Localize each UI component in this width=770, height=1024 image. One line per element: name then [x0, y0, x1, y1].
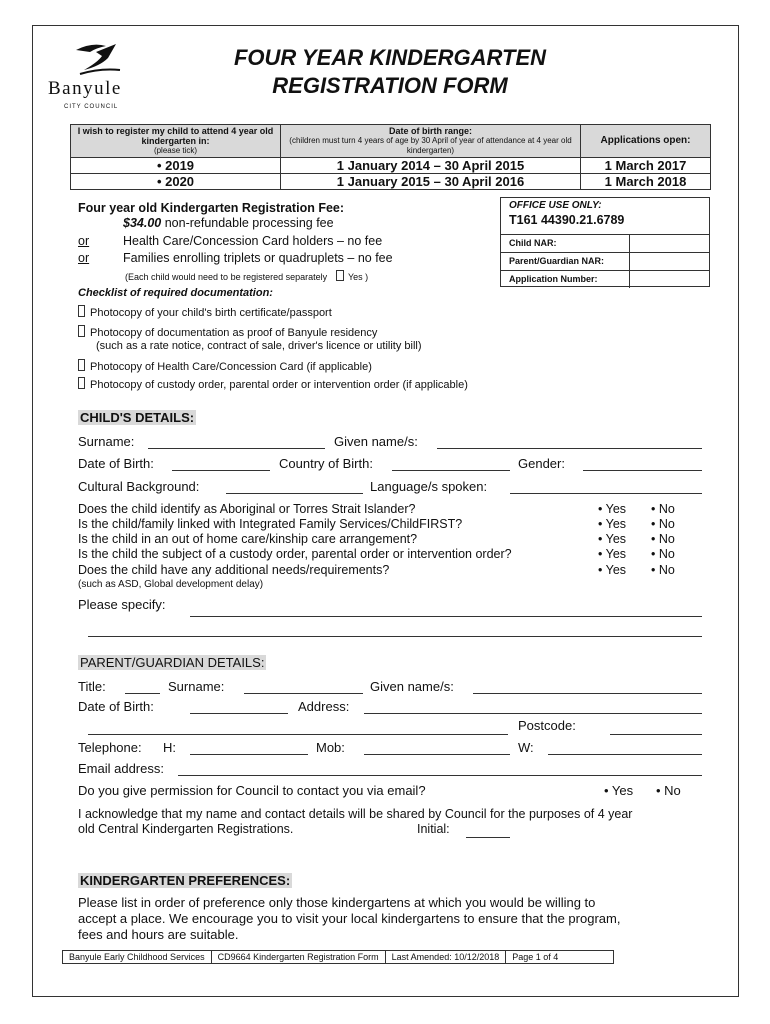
postcode-label: Postcode:: [518, 718, 576, 733]
gender-label: Gender:: [518, 456, 565, 471]
acknowledgement-line-1: I acknowledge that my name and contact details will be shared by Council for the purposes of 4 year: [78, 807, 633, 821]
surname-label: Surname:: [78, 434, 135, 449]
no-option[interactable]: • No: [651, 532, 675, 546]
checklist-item: Photocopy of Health Care/Concession Card (if applicable): [78, 359, 372, 373]
checkbox-icon[interactable]: [78, 305, 85, 317]
title-line-2: REGISTRATION FORM: [272, 73, 508, 98]
yes-option[interactable]: • Yes: [598, 517, 627, 531]
dob-label: Date of Birth:: [78, 456, 154, 471]
form-title: [170, 44, 610, 100]
parent-given-name-input[interactable]: [473, 693, 702, 694]
preferences-section-heading: KINDERGARTEN PREFERENCES:: [80, 873, 291, 888]
surname-label: Surname:: [168, 679, 225, 694]
no-option[interactable]: • No: [651, 517, 675, 531]
child-nar-row: Child NAR:: [501, 234, 709, 252]
language-label: Language/s spoken:: [370, 479, 488, 494]
child-question: Is the child/family linked with Integrated Family Services/ChildFIRST?: [78, 517, 463, 531]
fee-note: (Each child would need to be registered separately Yes ): [125, 272, 369, 282]
preferences-text-1: Please list in order of preference only those kindergartens at which you would be willing to: [78, 895, 596, 910]
specify-input-line-1[interactable]: [190, 616, 702, 617]
email-label: Email address:: [78, 761, 164, 776]
specify-input-line-2[interactable]: [88, 636, 702, 637]
child-given-name-input[interactable]: [437, 448, 702, 449]
acknowledgement-line-2: old Central Kindergarten Registrations.: [78, 822, 294, 836]
checklist-item: Photocopy of your child's birth certificate/passport: [78, 305, 332, 319]
child-surname-input[interactable]: [148, 448, 325, 449]
address-label: Address:: [298, 699, 350, 714]
checklist-item: Photocopy of documentation as proof of Banyule residency: [78, 325, 377, 339]
open-date-cell: 1 March 2018: [581, 174, 711, 190]
mobile-label: Mob:: [316, 740, 345, 755]
logo-name: Banyule: [48, 78, 122, 99]
dob-range-cell: 1 January 2015 – 30 April 2016: [281, 174, 581, 190]
parent-email-input[interactable]: [178, 775, 702, 776]
footer-department: Banyule Early Childhood Services: [63, 951, 212, 963]
preferences-text-3: fees and hours are suitable.: [78, 927, 239, 942]
specify-label: Please specify:: [78, 597, 166, 612]
no-option[interactable]: • No: [651, 563, 675, 577]
fee-amount: $34.00: [123, 216, 162, 230]
parent-dob-input[interactable]: [190, 713, 288, 714]
child-dob-input[interactable]: [172, 470, 270, 471]
or-label: or: [78, 234, 90, 248]
or-label: or: [78, 251, 90, 265]
checklist-heading: Checklist of required documentation:: [78, 287, 273, 299]
year-option-2020[interactable]: • 2020: [71, 174, 281, 190]
yes-option[interactable]: • Yes: [598, 563, 627, 577]
fee-amount-text: non-refundable processing fee: [164, 216, 334, 230]
parent-nar-row: Parent/Guardian NAR:: [501, 252, 709, 270]
office-use-box: [500, 197, 710, 287]
yes-option[interactable]: • Yes: [598, 547, 627, 561]
footer-amended-date: Last Amended: 10/12/2018: [386, 951, 507, 963]
no-option[interactable]: • No: [656, 783, 681, 798]
child-country-input[interactable]: [392, 470, 510, 471]
header-applications-open: Applications open:: [581, 125, 711, 158]
checklist-item-subtext: (such as a rate notice, contract of sale, driver's licence or utility bill): [96, 340, 422, 352]
checkbox-icon[interactable]: [78, 359, 85, 371]
page-footer: [62, 950, 614, 964]
header-dob-range: Date of birth range: (children must turn 4 years of age by 30 April of year of attendance at 4 year old kindergarten): [281, 125, 581, 158]
checkbox-icon[interactable]: [78, 377, 85, 389]
table-row: [71, 158, 711, 174]
checkbox-icon[interactable]: [78, 325, 85, 337]
dob-label: Date of Birth:: [78, 699, 154, 714]
table-row: [71, 174, 711, 190]
child-section-heading: CHILD'S DETAILS:: [80, 410, 195, 425]
fee-concession: Health Care/Concession Card holders – no fee: [123, 234, 383, 248]
fee-amount-line: [123, 216, 334, 230]
home-phone-label: H:: [163, 740, 176, 755]
title-label: Title:: [78, 679, 106, 694]
registration-table: [70, 124, 711, 190]
parent-work-phone-input[interactable]: [548, 754, 702, 755]
yes-option[interactable]: • Yes: [598, 532, 627, 546]
parent-surname-input[interactable]: [244, 693, 363, 694]
header-register-year: I wish to register my child to attend 4 year old kindergarten in: (please tick): [71, 125, 281, 158]
yes-option[interactable]: • Yes: [604, 783, 634, 798]
year-option-2019[interactable]: • 2019: [71, 158, 281, 174]
checkbox-icon[interactable]: [336, 270, 344, 281]
child-question: Is the child in an out of home care/kinship care arrangement?: [78, 532, 418, 546]
child-gender-input[interactable]: [583, 470, 702, 471]
application-number-row: Application Number:: [501, 270, 709, 288]
child-question: Is the child the subject of a custody order, parental order or intervention order?: [78, 547, 512, 561]
parent-address-input-line-2[interactable]: [88, 734, 508, 735]
work-phone-label: W:: [518, 740, 534, 755]
country-label: Country of Birth:: [279, 456, 373, 471]
email-permission-question: Do you give permission for Council to contact you via email?: [78, 783, 426, 798]
parent-mobile-input[interactable]: [364, 754, 510, 755]
child-question: Does the child have any additional needs/requirements?: [78, 563, 390, 577]
open-date-cell: 1 March 2017: [581, 158, 711, 174]
yes-option[interactable]: • Yes: [598, 502, 627, 516]
child-language-input[interactable]: [510, 493, 702, 494]
council-logo: [48, 40, 158, 112]
parent-section-heading: PARENT/GUARDIAN DETAILS:: [80, 655, 265, 670]
preferences-text-2: accept a place. We encourage you to visit your local kindergartens to ensure that the program,: [78, 911, 621, 926]
telephone-label: Telephone:: [78, 740, 142, 755]
given-name-label: Given name/s:: [334, 434, 418, 449]
office-heading: OFFICE USE ONLY:: [509, 200, 602, 211]
logo-subtitle: CITY COUNCIL: [64, 104, 119, 110]
banyule-bird-icon: [70, 40, 130, 76]
dob-range-cell: 1 January 2014 – 30 April 2015: [281, 158, 581, 174]
table-header-row: [71, 125, 711, 158]
footer-form-code: CD9664 Kindergarten Registration Form: [212, 951, 386, 963]
fee-heading: Four year old Kindergarten Registration Fee:: [78, 201, 345, 215]
initial-input[interactable]: [466, 837, 510, 838]
child-question: Does the child identify as Aboriginal or Torres Strait Islander?: [78, 502, 416, 516]
initial-label: Initial:: [417, 822, 450, 836]
no-option[interactable]: • No: [651, 547, 675, 561]
parent-title-input[interactable]: [125, 693, 160, 694]
fee-multiples: Families enrolling triplets or quadruplets – no fee: [123, 251, 393, 265]
given-name-label: Given name/s:: [370, 679, 454, 694]
cultural-label: Cultural Background:: [78, 479, 200, 494]
title-line-1: FOUR YEAR KINDERGARTEN: [233, 45, 547, 70]
office-code: T161 44390.21.6789: [509, 213, 625, 227]
parent-postcode-input[interactable]: [610, 734, 702, 735]
parent-home-phone-input[interactable]: [190, 754, 308, 755]
footer-page-number: Page 1 of 4: [512, 952, 559, 962]
parent-address-input[interactable]: [364, 713, 702, 714]
checklist-item: Photocopy of custody order, parental order or intervention order (if applicable): [78, 377, 468, 391]
no-option[interactable]: • No: [651, 502, 675, 516]
child-question-subtext: (such as ASD, Global development delay): [78, 579, 264, 590]
child-cultural-input[interactable]: [226, 493, 363, 494]
